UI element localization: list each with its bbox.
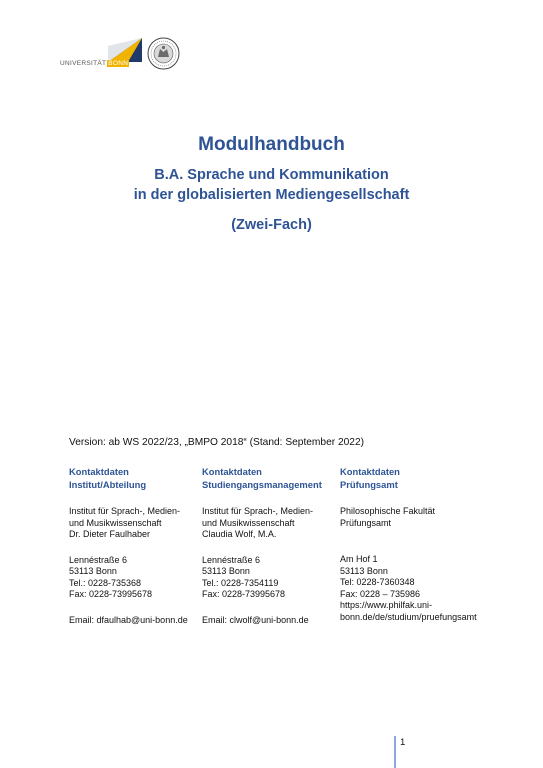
contact-heading-line-2: Studiengangsmanagement — [202, 478, 322, 490]
page-number: 1 — [400, 737, 406, 748]
contact-fax: Fax: 0228-73995678 — [69, 589, 153, 599]
university-logo-icon — [108, 38, 142, 62]
contact-heading-line-1: Kontaktdaten — [202, 466, 262, 477]
contact-street: Lennéstraße 6 — [202, 554, 261, 565]
version-line: Version: ab WS 2022/23, „BMPO 2018“ (Stand: September 2022) — [69, 437, 365, 448]
header-logos — [60, 36, 190, 74]
title-block — [0, 134, 543, 235]
program-title-line-2: in der globalisierten Mediengesellschaft — [133, 187, 410, 203]
university-logo-text — [60, 60, 129, 68]
contact-email-group — [69, 615, 199, 627]
contact-organisation — [202, 506, 337, 541]
contact-address — [202, 555, 337, 601]
contact-column-examination-office — [340, 466, 500, 623]
contact-email: Email: clwolf@uni-bonn.de — [202, 614, 309, 625]
program-title-line-1: B.A. Sprache und Kommunikation — [154, 167, 389, 183]
contact-phone: Tel.: 0228-7354119 — [202, 577, 279, 588]
contact-phone: Tel.: 0228-735368 — [69, 577, 142, 588]
contact-org-line-2: und Musikwissenschaft — [202, 517, 295, 528]
contact-phone: Tel: 0228-7360348 — [340, 577, 415, 587]
logo-word-bonn: BONN — [108, 60, 129, 67]
contact-person: Claudia Wolf, M.A. — [202, 529, 277, 539]
contact-website-line-2: bonn.de/de/studium/pruefungsamt — [340, 611, 477, 622]
contact-address — [69, 555, 199, 601]
contact-website-line-1: https://www.philfak.uni- — [340, 600, 433, 610]
contact-org-line-1: Institut für Sprach-, Medien- — [69, 506, 181, 516]
contact-organisation — [340, 506, 500, 540]
contact-email-group — [202, 615, 337, 627]
logo-word-universitaet: UNIVERSITÄT — [60, 60, 107, 67]
program-variant: (Zwei-Fach) — [231, 217, 312, 233]
contact-street: Lennéstraße 6 — [69, 554, 128, 565]
contact-org-line-1: Philosophische Fakultät — [340, 506, 436, 516]
contact-heading-line-2: Prüfungsamt — [340, 478, 398, 490]
contact-fax: Fax: 0228-73995678 — [202, 589, 286, 599]
university-seal-icon — [147, 37, 180, 70]
contact-heading-line-2: Institut/Abteilung — [69, 478, 147, 490]
contact-address — [340, 554, 500, 623]
contact-heading — [340, 466, 500, 492]
contact-column-program-management — [202, 466, 337, 626]
contact-city: 53113 Bonn — [69, 566, 117, 576]
contact-city: 53113 Bonn — [340, 565, 388, 576]
contact-heading — [202, 466, 337, 492]
contact-fax: Fax: 0228 – 735986 — [340, 588, 421, 599]
spacer — [340, 529, 500, 540]
contact-heading-line-1: Kontaktdaten — [340, 466, 400, 477]
contact-column-institute — [69, 466, 199, 626]
university-logo — [60, 36, 144, 70]
document-title: Modulhandbuch — [198, 134, 345, 155]
contact-email: Email: dfaulhab@uni-bonn.de — [69, 614, 188, 625]
contact-org-line-2: und Musikwissenschaft — [69, 517, 162, 528]
contact-city: 53113 Bonn — [202, 566, 250, 576]
contact-street: Am Hof 1 — [340, 554, 378, 564]
contact-org-line-1: Institut für Sprach-, Medien- — [202, 506, 314, 516]
contact-organisation — [69, 506, 199, 541]
contact-org-line-2: Prüfungsamt — [340, 517, 392, 528]
page-number-rule — [394, 736, 396, 768]
contact-heading-line-1: Kontaktdaten — [69, 466, 129, 477]
contact-heading — [69, 466, 199, 492]
contact-person: Dr. Dieter Faulhaber — [69, 529, 151, 539]
